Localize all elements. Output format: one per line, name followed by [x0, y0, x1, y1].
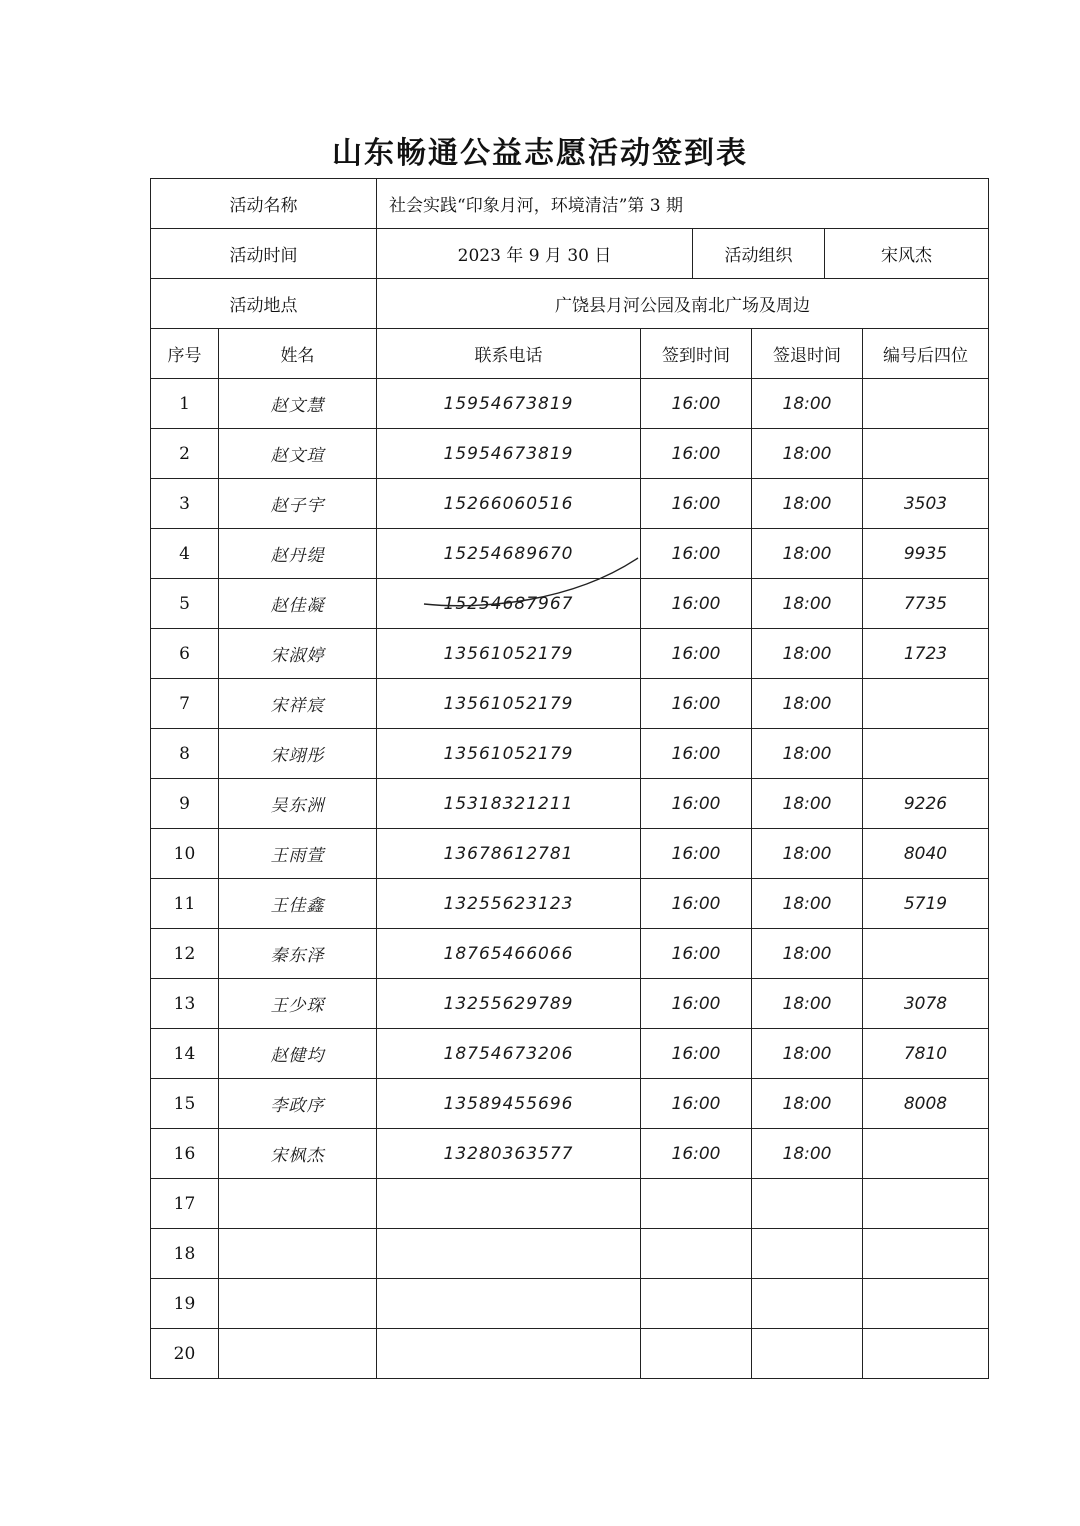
row-check-out: 18:00 [752, 429, 863, 479]
row-name: 赵文慧 [219, 379, 377, 429]
row-phone: 13280363577 [377, 1129, 641, 1179]
row-check-in [641, 1329, 752, 1379]
activity-org-label: 活动组织 [693, 229, 825, 279]
row-code [863, 1279, 989, 1329]
row-name: 王少琛 [219, 979, 377, 1029]
row-index: 14 [151, 1029, 219, 1079]
row-code: 8040 [863, 829, 989, 879]
row-index: 11 [151, 879, 219, 929]
table-row [151, 679, 989, 729]
row-code: 3078 [863, 979, 989, 1029]
row-index: 20 [151, 1329, 219, 1379]
activity-time-label: 活动时间 [151, 229, 377, 279]
row-check-out: 18:00 [752, 629, 863, 679]
row-check-in: 16:00 [641, 929, 752, 979]
row-check-in: 16:00 [641, 479, 752, 529]
row-phone: 13255629789 [377, 979, 641, 1029]
row-check-out: 18:00 [752, 729, 863, 779]
row-check-out: 18:00 [752, 1029, 863, 1079]
row-check-in: 16:00 [641, 979, 752, 1029]
row-check-out: 18:00 [752, 879, 863, 929]
row-name: 秦东泽 [219, 929, 377, 979]
row-check-in [641, 1279, 752, 1329]
row-check-in: 16:00 [641, 1029, 752, 1079]
row-name [219, 1329, 377, 1379]
row-check-out: 18:00 [752, 1079, 863, 1129]
header-row [151, 329, 989, 379]
row-check-in: 16:00 [641, 679, 752, 729]
row-phone: 15266060516 [377, 479, 641, 529]
row-index: 19 [151, 1279, 219, 1329]
sign-in-table [150, 328, 989, 1379]
row-name: 李政序 [219, 1079, 377, 1129]
row-index: 2 [151, 429, 219, 479]
row-index: 16 [151, 1129, 219, 1179]
activity-place-label: 活动地点 [151, 279, 377, 329]
row-check-in: 16:00 [641, 879, 752, 929]
row-name: 赵丹缇 [219, 529, 377, 579]
row-check-in: 16:00 [641, 529, 752, 579]
row-phone: 13561052179 [377, 679, 641, 729]
row-phone: 13589455696 [377, 1079, 641, 1129]
info-row-place [151, 279, 989, 329]
row-check-in: 16:00 [641, 1129, 752, 1179]
row-phone: 13561052179 [377, 729, 641, 779]
row-code [863, 679, 989, 729]
row-check-out: 18:00 [752, 979, 863, 1029]
table-row [151, 1129, 989, 1179]
table-row [151, 579, 989, 629]
row-name: 王佳鑫 [219, 879, 377, 929]
row-name [219, 1279, 377, 1329]
table-row [151, 529, 989, 579]
activity-name-label: 活动名称 [151, 179, 377, 229]
row-check-out: 18:00 [752, 379, 863, 429]
row-check-in [641, 1179, 752, 1229]
row-phone: 15954673819 [377, 379, 641, 429]
row-index: 17 [151, 1179, 219, 1229]
row-code: 5719 [863, 879, 989, 929]
table-row [151, 1279, 989, 1329]
row-phone: 13255623123 [377, 879, 641, 929]
row-check-in: 16:00 [641, 779, 752, 829]
row-name: 赵文瑄 [219, 429, 377, 479]
row-phone: 18765466066 [377, 929, 641, 979]
row-check-out [752, 1329, 863, 1379]
row-check-in: 16:00 [641, 429, 752, 479]
row-check-out: 18:00 [752, 929, 863, 979]
row-index: 8 [151, 729, 219, 779]
row-code [863, 729, 989, 779]
row-name: 赵佳凝 [219, 579, 377, 629]
row-check-in: 16:00 [641, 379, 752, 429]
row-phone [377, 1229, 641, 1279]
activity-name-value: 社会实践“印象月河，环境清洁”第 3 期 [377, 179, 989, 229]
row-phone: 18754673206 [377, 1029, 641, 1079]
row-name: 赵健均 [219, 1029, 377, 1079]
activity-org-value: 宋风杰 [825, 229, 989, 279]
row-check-out [752, 1279, 863, 1329]
row-index: 12 [151, 929, 219, 979]
activity-time-value: 2023 年 9 月 30 日 [377, 229, 693, 279]
row-code [863, 1129, 989, 1179]
row-code [863, 1179, 989, 1229]
row-check-out: 18:00 [752, 679, 863, 729]
row-code: 7735 [863, 579, 989, 629]
row-code [863, 379, 989, 429]
table-row [151, 879, 989, 929]
row-index: 18 [151, 1229, 219, 1279]
row-index: 6 [151, 629, 219, 679]
table-row [151, 829, 989, 879]
row-index: 13 [151, 979, 219, 1029]
row-name: 宋淑婷 [219, 629, 377, 679]
row-check-in: 16:00 [641, 1079, 752, 1129]
row-code [863, 1329, 989, 1379]
row-phone [377, 1329, 641, 1379]
row-phone: 15318321211 [377, 779, 641, 829]
info-row-time [151, 229, 989, 279]
row-check-in: 16:00 [641, 829, 752, 879]
row-check-out [752, 1229, 863, 1279]
row-name: 吴东洲 [219, 779, 377, 829]
header-check-out: 签退时间 [752, 329, 863, 379]
row-phone [377, 1279, 641, 1329]
row-check-out: 18:00 [752, 529, 863, 579]
row-code: 8008 [863, 1079, 989, 1129]
row-index: 7 [151, 679, 219, 729]
row-index: 3 [151, 479, 219, 529]
row-code: 7810 [863, 1029, 989, 1079]
table-row [151, 929, 989, 979]
row-check-in [641, 1229, 752, 1279]
table-row [151, 1029, 989, 1079]
row-name: 宋翊彤 [219, 729, 377, 779]
row-name [219, 1179, 377, 1229]
row-code [863, 929, 989, 979]
row-check-out: 18:00 [752, 479, 863, 529]
table-row [151, 1079, 989, 1129]
row-name: 赵子宇 [219, 479, 377, 529]
table-row [151, 379, 989, 429]
row-name: 王雨萱 [219, 829, 377, 879]
row-check-out: 18:00 [752, 579, 863, 629]
table-row [151, 629, 989, 679]
row-phone: 15254689670 [377, 529, 641, 579]
table-row [151, 479, 989, 529]
row-index: 15 [151, 1079, 219, 1129]
row-check-in: 16:00 [641, 729, 752, 779]
table-row [151, 729, 989, 779]
row-check-out: 18:00 [752, 779, 863, 829]
header-code: 编号后四位 [863, 329, 989, 379]
table-row [151, 1179, 989, 1229]
row-index: 5 [151, 579, 219, 629]
info-row-name [151, 179, 989, 229]
row-phone: 13678612781 [377, 829, 641, 879]
row-index: 9 [151, 779, 219, 829]
header-index: 序号 [151, 329, 219, 379]
row-name [219, 1229, 377, 1279]
row-code: 9226 [863, 779, 989, 829]
row-code [863, 1229, 989, 1279]
row-code [863, 429, 989, 479]
header-name: 姓名 [219, 329, 377, 379]
row-check-in: 16:00 [641, 629, 752, 679]
row-code: 3503 [863, 479, 989, 529]
row-phone: 15954673819 [377, 429, 641, 479]
row-phone: 15254687967 [377, 579, 641, 629]
row-index: 10 [151, 829, 219, 879]
row-code: 1723 [863, 629, 989, 679]
row-phone [377, 1179, 641, 1229]
header-check-in: 签到时间 [641, 329, 752, 379]
row-check-in: 16:00 [641, 579, 752, 629]
table-row [151, 1229, 989, 1279]
row-name: 宋祥宸 [219, 679, 377, 729]
table-row [151, 979, 989, 1029]
table-row [151, 1329, 989, 1379]
table-row [151, 429, 989, 479]
row-check-out [752, 1179, 863, 1229]
header-phone: 联系电话 [377, 329, 641, 379]
activity-place-value: 广饶县月河公园及南北广场及周边 [377, 279, 989, 329]
row-phone: 13561052179 [377, 629, 641, 679]
activity-info-table [150, 178, 989, 329]
page-title: 山东畅通公益志愿活动签到表 [332, 136, 748, 171]
row-check-out: 18:00 [752, 829, 863, 879]
table-row [151, 779, 989, 829]
row-name: 宋枫杰 [219, 1129, 377, 1179]
table-body [151, 379, 989, 1379]
row-code: 9935 [863, 529, 989, 579]
row-index: 4 [151, 529, 219, 579]
row-check-out: 18:00 [752, 1129, 863, 1179]
row-index: 1 [151, 379, 219, 429]
